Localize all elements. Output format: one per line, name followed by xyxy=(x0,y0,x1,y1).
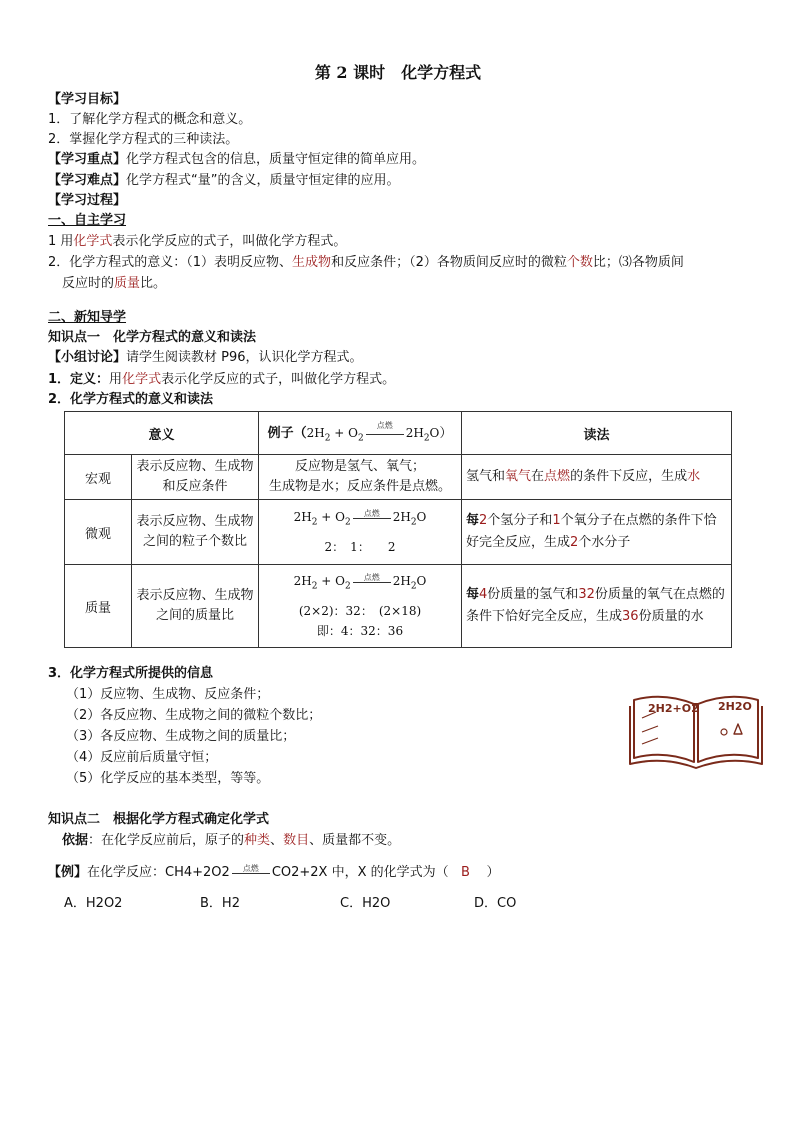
answer-chemical-formula: 化学式 xyxy=(73,234,113,249)
definition-label: 1．定义： xyxy=(48,372,110,387)
answer-count: 个数 xyxy=(566,255,593,270)
text: 1 用 xyxy=(48,234,74,249)
answer: 1 xyxy=(552,513,561,528)
table-row xyxy=(65,500,732,565)
meaning-cell: 表示反应物、生成物之间的质量比 xyxy=(132,565,259,648)
discussion-text: 请学生阅读教材 P96，认识化学方程式。 xyxy=(126,350,363,365)
reaction-arrow xyxy=(366,420,404,440)
text: 在化学反应：CH4+2O2 xyxy=(87,865,230,880)
condition-text: 点燃 xyxy=(363,572,380,582)
example-answer: B xyxy=(461,865,470,880)
table-row xyxy=(65,565,732,648)
objective-item: 2．掌握化学方程式的三种读法。 xyxy=(48,132,239,147)
condition-text: 点燃 xyxy=(376,420,393,430)
point2-heading: 知识点二 根据化学方程式确定化学式 xyxy=(48,812,270,827)
answer-mass: 质量 xyxy=(114,276,141,291)
text: 和反应条件；（2）各物质间反应时的微粒 xyxy=(331,255,567,270)
info-item: （5）化学反应的基本类型，等等。 xyxy=(66,771,270,786)
answer: 32 xyxy=(578,587,595,602)
condition-text: 点燃 xyxy=(363,508,380,518)
objectives-heading: 【学习目标】 xyxy=(48,92,127,107)
reading-cell xyxy=(462,500,732,565)
self-study-item-1 xyxy=(48,232,346,252)
info-item: （2）各反应物、生成物之间的微粒个数比； xyxy=(66,708,322,723)
reading-cell xyxy=(462,565,732,648)
text: 每 xyxy=(466,587,480,602)
text: 生成物是水；反应条件是点燃。 xyxy=(268,479,451,494)
example-question xyxy=(48,863,500,883)
book-right-text: 2H2O xyxy=(718,700,752,713)
text: 氢气和 xyxy=(466,469,506,484)
text: 个氧分子在点燃的条件下恰好完全反应，生成 xyxy=(466,513,717,550)
key-point-text: 化学方程式包含的信息，质量守恒定律的简单应用。 xyxy=(126,152,426,167)
self-study-heading: 一、自主学习 xyxy=(48,213,127,228)
reaction-arrow xyxy=(353,572,391,588)
aspect-cell: 质量 xyxy=(65,565,132,648)
self-study-item-2 xyxy=(48,253,684,273)
header-meaning: 意义 xyxy=(65,412,259,455)
aspect-cell: 微观 xyxy=(65,500,132,565)
example-cell xyxy=(259,455,462,500)
info-item: （1）反应物、生成物、反应条件； xyxy=(66,687,270,702)
new-knowledge-heading: 二、新知导学 xyxy=(48,310,127,325)
answer: 氧气 xyxy=(505,469,532,484)
difficult-point-label: 【学习难点】 xyxy=(48,173,127,188)
objective-item: 1．了解化学方程式的概念和意义。 xyxy=(48,112,252,127)
key-point xyxy=(48,150,425,170)
key-point-label: 【学习重点】 xyxy=(48,152,127,167)
table-header-row xyxy=(65,412,732,455)
condition-text: 点燃 xyxy=(242,863,259,873)
answer: 水 xyxy=(687,469,701,484)
ratio-text: 2： 1： 2 xyxy=(324,539,396,554)
text: 比。 xyxy=(140,276,167,291)
ratio-text: (2×2)：32： (2×18) xyxy=(298,603,422,618)
text: 每 xyxy=(466,513,480,528)
text: 份质量的氢气和 xyxy=(487,587,579,602)
page-title: 第 2 课时 化学方程式 xyxy=(314,63,482,82)
text: ） xyxy=(439,426,453,442)
option-b: B．H2 xyxy=(200,896,240,911)
text: 、 xyxy=(270,833,284,848)
text: 个氢分子和 xyxy=(487,513,553,528)
aspect-cell: 宏观 xyxy=(65,455,132,500)
text: 、质量都不变。 xyxy=(309,833,401,848)
answer: 点燃 xyxy=(544,469,571,484)
text: CO2+2X 中，X 的化学式为（ xyxy=(271,865,449,880)
text: 份质量的水 xyxy=(638,609,704,624)
answer: 2 xyxy=(570,535,579,550)
answer: 4 xyxy=(479,587,488,602)
discussion-label: 【小组讨论】 xyxy=(48,350,127,365)
option-a: A．H2O2 xyxy=(64,896,123,911)
text: 例子（ xyxy=(267,426,307,442)
text: 反应物是氢气、氧气； xyxy=(294,459,425,474)
text: 反应时的 xyxy=(62,276,115,291)
text: 表示化学反应的式子，叫做化学方程式。 xyxy=(112,234,347,249)
info-heading: 3．化学方程式所提供的信息 xyxy=(48,666,214,681)
process-heading: 【学习过程】 xyxy=(48,193,127,208)
self-study-item-2-cont xyxy=(62,274,166,294)
reaction-arrow xyxy=(232,863,270,879)
reaction-arrow xyxy=(353,508,391,524)
text: 在 xyxy=(531,469,545,484)
answer: 2 xyxy=(479,513,488,528)
answer-type: 种类 xyxy=(244,833,271,848)
info-item: （3）各反应物、生成物之间的质量比； xyxy=(66,729,296,744)
definition xyxy=(48,370,395,390)
difficult-point-text: 化学方程式“量”的含义，质量守恒定律的应用。 xyxy=(126,173,400,188)
example-cell: $2H_2 + O_2$ 点燃 $2H_2O$ 2： 1： 2 xyxy=(259,500,462,565)
difficult-point xyxy=(48,171,400,191)
meaning-cell: 表示反应物、生成物和反应条件 xyxy=(132,455,259,500)
answer-chemical-formula: 化学式 xyxy=(122,372,162,387)
example-label: 【例】 xyxy=(48,865,88,880)
open-book-icon xyxy=(628,688,764,770)
text: 比；⑶各物质间 xyxy=(592,255,684,270)
ratio-text: 即：4：32：36 xyxy=(316,623,404,638)
text: 表示化学反应的式子，叫做化学方程式。 xyxy=(161,372,396,387)
text: 的条件下反应，生成 xyxy=(570,469,688,484)
book-left-text: 2H2+O2 xyxy=(648,702,699,715)
text: 个水分子 xyxy=(578,535,631,550)
text: 份质量的氧气在点燃的条件下恰好完全反应，生成 xyxy=(466,587,725,624)
table-row xyxy=(65,455,732,500)
chemistry-book-illustration xyxy=(628,688,764,774)
text: 用 xyxy=(109,372,123,387)
meaning-table xyxy=(64,411,732,648)
option-d: D．CO xyxy=(474,896,517,911)
answer-number: 数目 xyxy=(283,833,310,848)
info-item: （4）反应前后质量守恒； xyxy=(66,750,218,765)
text: 2．化学方程式的意义：（1）表明反应物、 xyxy=(48,255,293,270)
text: ） xyxy=(486,865,500,880)
answer-products: 生成物 xyxy=(292,255,332,270)
example-cell: $2H_2 + O_2$ 点燃 $2H_2O$ (2×2)：32： (2×18) 即：4：32：36 xyxy=(259,565,462,648)
option-c: C．H2O xyxy=(340,896,391,911)
discussion xyxy=(48,348,363,368)
point1-heading: 知识点一 化学方程式的意义和读法 xyxy=(48,330,257,345)
text: ：在化学反应前后，原子的 xyxy=(88,833,245,848)
basis-line xyxy=(62,831,400,851)
table-heading: 2．化学方程式的意义和读法 xyxy=(48,392,214,407)
header-reading: 读法 xyxy=(462,412,732,455)
answer: 36 xyxy=(622,609,639,624)
header-example: 例子（$2H_2 + O_2$ 点燃 $2H_2O$） xyxy=(259,412,462,455)
basis-label: 依据 xyxy=(62,833,89,848)
reading-cell xyxy=(462,455,732,500)
meaning-cell: 表示反应物、生成物之间的粒子个数比 xyxy=(132,500,259,565)
